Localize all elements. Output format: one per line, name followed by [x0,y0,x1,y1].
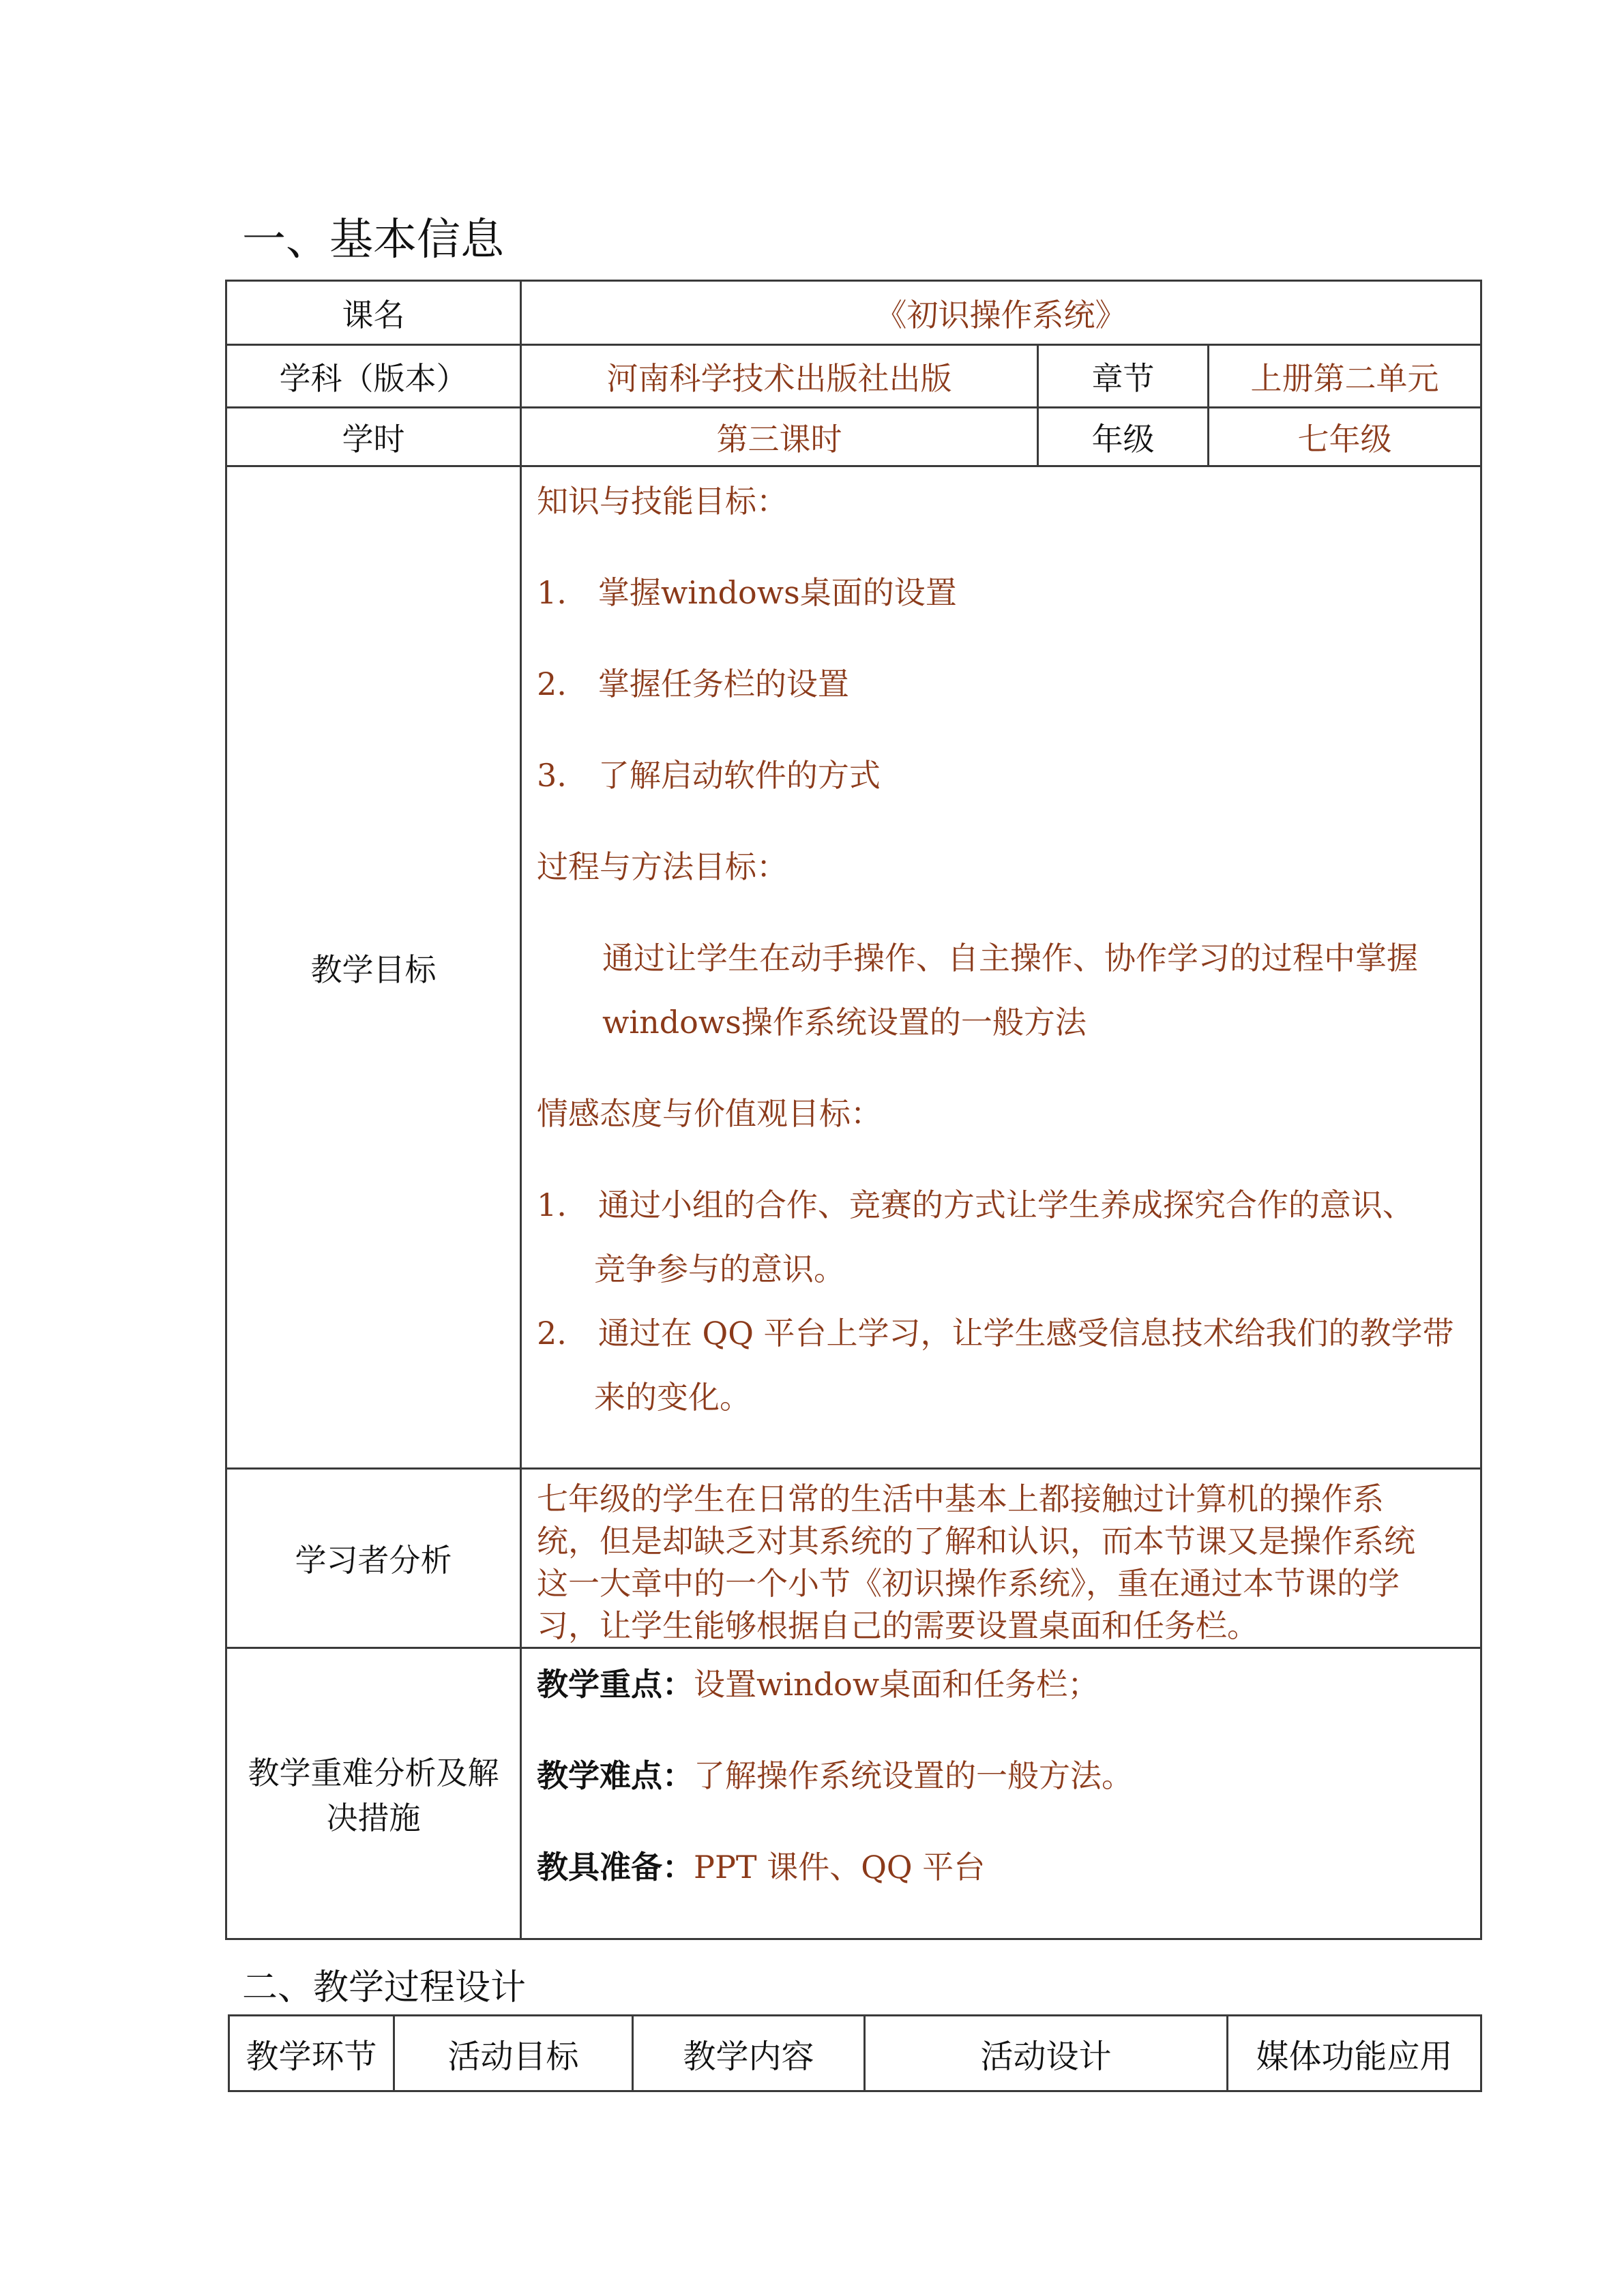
course-row [226,281,1481,345]
emotion-item-1: 1. 通过小组的合作、竞赛的方式让学生养成探究合作的意识、 [537,1187,1414,1223]
key-points-content [521,1648,1481,1939]
subject-value: 河南科学技术出版社出版 [521,345,1038,408]
course-label: 课名 [226,281,521,345]
period-row [226,408,1481,466]
emotion-item-1-cont: 竞争参与的意识。 [594,1251,845,1287]
period-value: 第三课时 [521,408,1038,466]
key-point-label: 教学难点： [537,1757,694,1794]
chapter-value: 上册第二单元 [1209,345,1481,408]
process-header-cell: 媒体功能应用 [1228,2016,1481,2091]
learner-line: 习，让学生能够根据自己的需要设置桌面和任务栏。 [537,1607,1258,1644]
key-points-row [226,1648,1481,1939]
learner-row [226,1469,1481,1648]
learner-line: 统，但是却缺乏对其系统的了解和认识，而本节课又是操作系统 [537,1523,1415,1560]
objectives-content [521,466,1481,1469]
knowledge-item: 1. 掌握windows桌面的设置 [537,574,957,611]
grade-label: 年级 [1038,408,1209,466]
knowledge-item: 2. 掌握任务栏的设置 [537,666,849,702]
course-value: 《初识操作系统》 [521,281,1481,345]
knowledge-title: 知识与技能目标： [537,483,788,520]
objectives-label: 教学目标 [226,466,521,1469]
section-heading-process: 二、教学过程设计 [242,1967,527,2008]
emotion-title: 情感态度与价值观目标： [537,1095,882,1132]
key-point-text: 了解操作系统设置的一般方法。 [694,1757,1133,1794]
process-line: 通过让学生在动手操作、自主操作、协作学习的过程中掌握 [602,940,1418,976]
process-table [228,2014,1482,2092]
key-point-text: 设置window桌面和任务栏； [694,1666,1099,1703]
key-point-focus [537,1664,1480,1755]
period-label: 学时 [226,408,521,466]
learner-line: 这一大章中的一个小节《初识操作系统》，重在通过本节课的学 [537,1565,1400,1602]
key-point-text: PPT 课件、QQ 平台 [694,1849,986,1885]
subject-row [226,345,1481,408]
process-line: windows操作系统设置的一般方法 [602,1004,1087,1041]
learner-label: 学习者分析 [226,1469,521,1648]
basic-info-table [225,280,1482,1940]
learner-content [521,1469,1481,1648]
key-point-tools [537,1847,1480,1938]
process-header-row [229,2016,1481,2091]
key-label-line: 教学重难分析及解 [248,1755,499,1791]
section-heading-basic-info: 一、基本信息 [242,215,504,265]
chapter-label: 章节 [1038,345,1209,408]
process-header-cell: 活动设计 [865,2016,1228,2091]
emotion-item-2-cont: 来的变化。 [594,1379,751,1416]
objectives-row [226,466,1481,1469]
process-header-cell: 教学环节 [229,2016,394,2091]
key-point-label: 教学重点： [537,1666,694,1703]
process-header-cell: 活动目标 [394,2016,633,2091]
grade-value: 七年级 [1209,408,1481,466]
key-points-label [226,1648,521,1939]
key-point-label: 教具准备： [537,1849,694,1885]
process-title: 过程与方法目标： [537,848,788,885]
key-point-difficulty [537,1755,1480,1847]
emotion-item-2: 2. 通过在 QQ 平台上学习，让学生感受信息技术给我们的教学带 [537,1315,1454,1352]
learner-line: 七年级的学生在日常的生活中基本上都接触过计算机的操作系 [537,1480,1384,1517]
knowledge-item: 3. 了解启动软件的方式 [537,757,881,794]
key-label-line: 决措施 [326,1800,421,1836]
process-header-cell: 教学内容 [633,2016,865,2091]
subject-label: 学科（版本） [226,345,521,408]
